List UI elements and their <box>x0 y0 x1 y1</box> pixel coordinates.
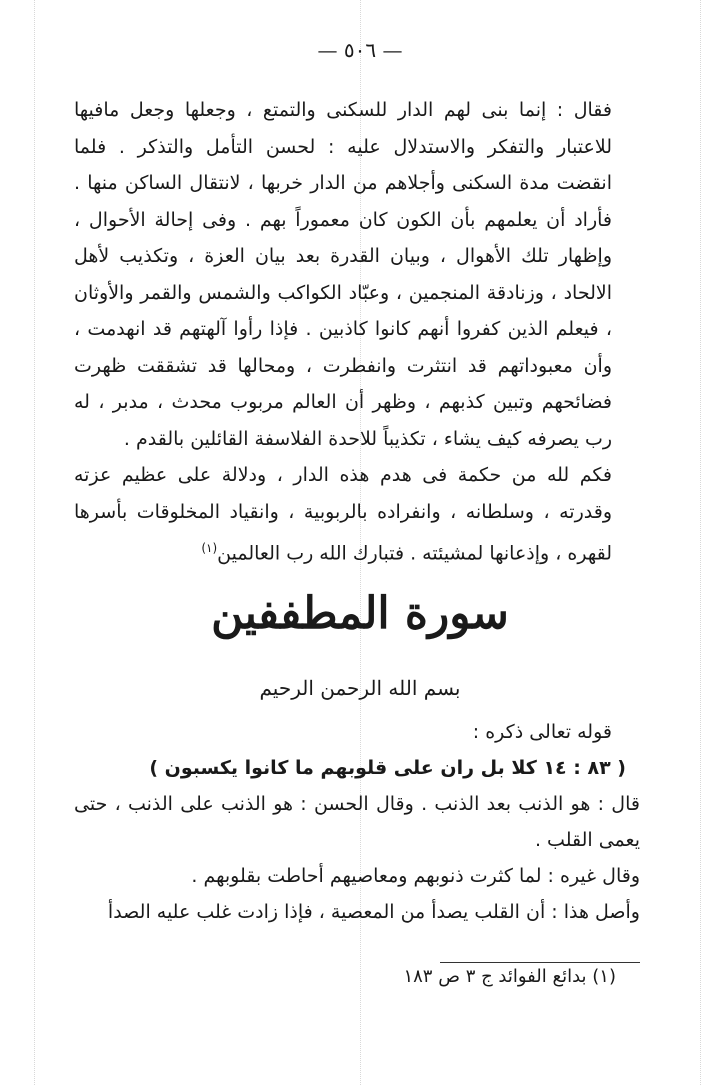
footnote: (١) بدائع الفوائد ج ٣ ص ١٨٣ <box>403 966 616 987</box>
page-number: — ٥٠٦ — <box>317 38 403 62</box>
paragraph-4: وقال غيره : لما كثرت ذنوبهم ومعاصيهم أحاطت بقلوبهم . <box>191 865 640 887</box>
scan-line <box>700 0 701 1085</box>
quran-verse: ( ٨٣ : ١٤ كلا بل ران على قلوبهم ما كانوا يكسبون ) <box>149 757 626 779</box>
commentary-block-bottom <box>74 714 640 930</box>
paragraph-2-text: فكم لله من حكمة فى هدم هذه الدار ، ودلالة على عظيم عزته وقدرته ، وسلطانه ، وانفراده بالربوبية ، وانقياد المخلوقات بأسرها لقهره ، وإذعانها لمشيئته . فتبارك الله رب العالمين <box>74 464 612 565</box>
paragraph-2 <box>74 457 640 572</box>
paragraph-3: قال : هو الذنب بعد الذنب . وقال الحسن : هو الذنب على الذنب ، حتى يعمى القلب . <box>74 793 640 851</box>
footnote-marker: (١) <box>201 541 218 555</box>
basmala: بسم الله الرحمن الرحيم <box>259 676 461 700</box>
sura-title: سورة المطففين <box>211 588 509 639</box>
paragraph-5: وأصل هذا : أن القلب يصدأ من المعصية ، فإذا زادت غلب عليه الصدأ <box>107 901 640 923</box>
paragraph-1: فقال : إنما بنى لهم الدار للسكنى والتمتع ، وجعلها وجعل مافيها للاعتبار والتفكر والاستدلال عليه : لحسن التأمل والتذكر . فلما انقضت مدة السكنى وأجلاهم من الدار خربها ، لانتقال الساكن منها . فأراد أن يعلمهم بأن الكون كان معموراً بهم . وفى إحالة الأحوال ، وإظهار تلك الأهوال ، وبيان القدرة بعد بيان العزة ، وتكذيب لأهل الالحاد ، وزنادقة المنجمين ، وعبّاد الكواكب والشمس والقمر والأوثان ، فيعلم الذين كفروا أنهم كانوا كاذبين . فإذا رأوا آلهتهم قد انهدمت ، وأن معبوداتهم قد انتثرت وانفطرت ، ومحالها قد تشققت ظهرت فضائحهم وتبين كذبهم ، وظهر أن العالم مربوب محدث ، مدبر ، له رب يصرفه كيف يشاء ، تكذيباً للاحدة الفلاسفة القائلين بالقدم . <box>74 99 612 450</box>
commentary-block-top <box>74 92 640 572</box>
scan-line <box>34 0 35 1085</box>
verse-intro: قوله تعالى ذكره : <box>472 721 612 743</box>
footnote-divider <box>440 962 640 963</box>
